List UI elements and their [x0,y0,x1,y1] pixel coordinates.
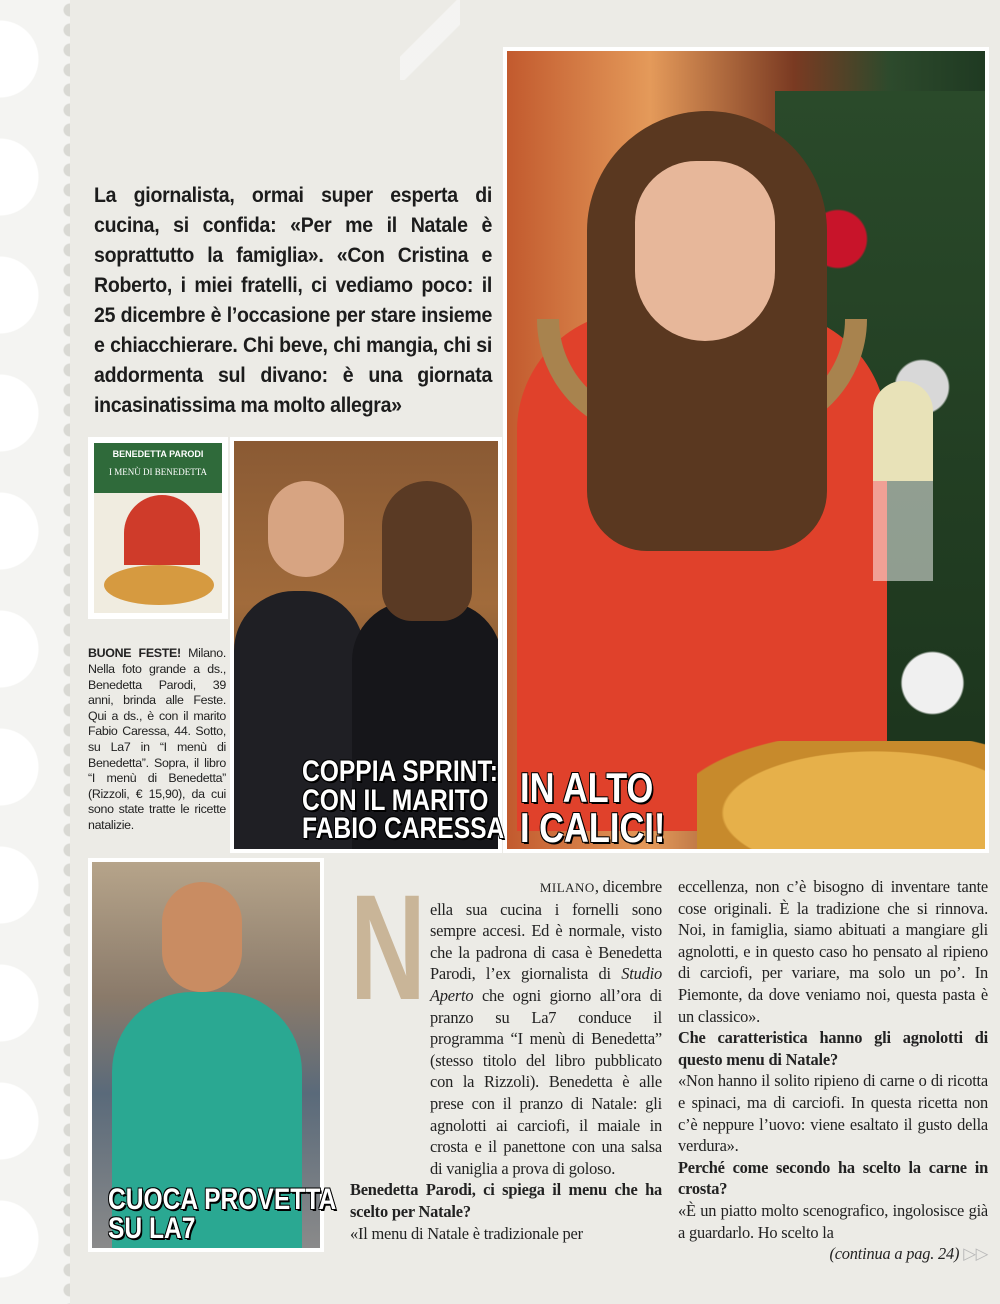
woman-head [382,481,472,621]
roast-dish [697,741,989,853]
pull-quote: La giornalista, ormai super esperta di cucina, si confida: «Per me il Natale è soprattutto la famiglia». «Con Cristina e Roberto, i miei fratelli, ci vediamo poco: il 25 dicembre è l’occasione per stare insieme e chiacchierare. Chi beve, chi mangia, chi si addormenta sul divano: è una giornata incasinatissima ma molto allegra» [94,184,493,417]
overlay-coppia-sprint [302,755,505,845]
main-photo [503,47,989,853]
caption-text: Milano. Nella foto grande a ds., Benedetta Parodi, 39 anni, brinda alle Feste. Qui a ds., è con il marito Fabio Caressa, 44. Sotto, su La7 in “I menù di Benedetta”. Sopra, il libro “I menù di Benedetta” (Rizzoli, € 15,90), da cui sono state tratte le ricette natalizie. [88,646,226,832]
article-column-1 [350,863,662,1244]
lead-italic: Studio Aperto [430,964,662,1005]
overlay-in-alto-i-calici [520,764,666,851]
question-2: Che caratteristica hanno gli agnolotti di questo menu di Natale? [678,1028,988,1069]
overlay-line: SU LA7 [108,1211,196,1245]
face [635,161,775,341]
book-title: BENEDETTA PARODI [112,449,204,459]
continue-arrow-icon: ▷▷ [963,1244,988,1264]
book-cover [88,437,228,619]
continued-note [678,1243,988,1265]
question-3: Perché come secondo ha scelto la carne in crosta? [678,1157,988,1199]
cook-head [162,882,242,992]
book-subtitle: I MENÙ DI BENEDETTA [108,467,207,477]
overlay-line: I CALICI! [520,803,666,851]
book-plate [104,565,214,605]
article-lead [350,899,662,1180]
wine-glass [873,381,933,581]
lace-border [0,0,70,1304]
answer-1-cont: eccellenza, non c’è bisogno di inventare tante cose originali. È la tradizione che si rinnova. Noi, in famiglia, siamo abituati a mangiare gli agnolotti, e in questo caso ho pensato al ripieno di carciofi, per variare, ma solo un po’. In Piemonte, da dove veniamo noi, questa pasta è un classico». [678,877,988,1026]
dateline-rest: , dicembre [594,877,662,896]
drop-cap: N [350,863,426,1031]
continued-text: (continua a pag. 24) [829,1244,960,1264]
decorative-sparkle [400,0,460,80]
overlay-line: CON IL MARITO [302,783,489,817]
overlay-cuoca-provetta [108,1183,337,1245]
overlay-line: FABIO CARESSA [302,812,505,845]
book-person [124,495,200,565]
answer-2: «Non hanno il solito ripieno di carne o di ricotta e spinaci, ma di carciofi. In questa ricetta non c’è neppure l’uovo: viene esaltato il gusto della verdura». [678,1071,988,1156]
article-column-2 [678,876,988,1265]
lead-rest: che ogni giorno all’ora di pranzo su La7 conduce il programma “I menù di Benedetta” (stesso titolo del libro pubblicato con la Rizzoli). Benedetta è alle prese con il pranzo di Natale: gli agnolotti ai carciofi, il maiale in crosta e il panettone con una salsa di vaniglia a prova di goloso. [430,985,662,1178]
answer-3: «È un piatto molto scenografico, ingolosisce già a guardarlo. Ho scelto la [678,1200,988,1242]
question-1: Benedetta Parodi, ci spiega il menu che ha scelto per Natale? [350,1180,662,1221]
caption-lead: BUONE FESTE! [88,646,181,661]
overlay-line: COPPIA SPRINT: [302,755,498,788]
overlay-line: CUOCA PROVETTA [108,1183,337,1216]
man-head [268,481,344,577]
photo-caption [88,646,226,833]
lead-text: ella sua cucina i fornelli sono sempre accesi. Ed è normale, visto che la padrona di casa è Benedetta Parodi, l’ex giornalista di [430,899,662,984]
dateline: MILANO [539,880,595,895]
overlay-line: IN ALTO [520,764,654,811]
answer-1-start: «Il menu di Natale è tradizionale per [350,1223,583,1243]
